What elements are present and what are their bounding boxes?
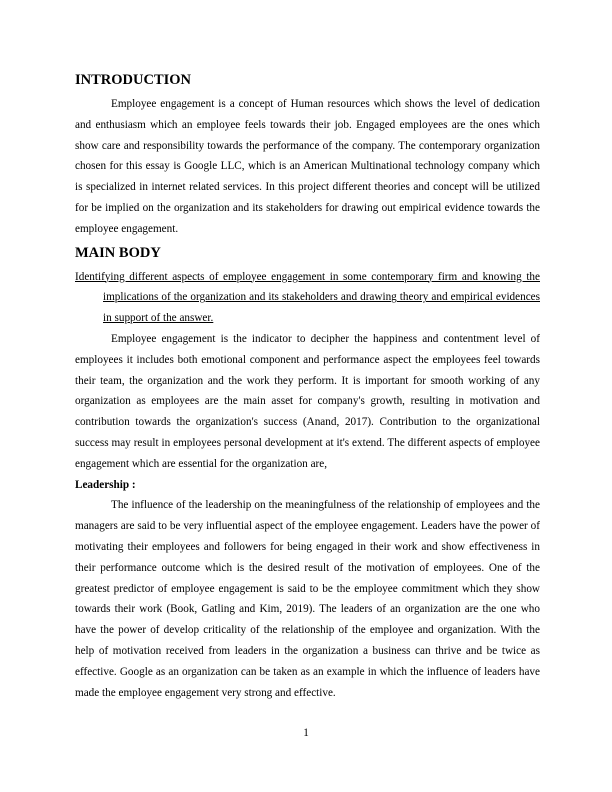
main-body-heading: MAIN BODY bbox=[75, 244, 161, 261]
page-content bbox=[75, 70, 540, 703]
main-body-paragraph: Employee engagement is the indicator to decipher the happiness and contentment level of employees it includes both emotional component and performance aspect the employees feel towards their team, the organization and the work they perform. It is important for smooth working of any organization as employees are the main asset for company's growth, resulting in motivation and contribution towards the organization's success (Anand, 2017). Contribution to the organizational success may result in employees personal development at it's extend. The different aspects of employee engagement which are essential for the organization are, bbox=[75, 332, 540, 470]
leadership-heading: Leadership : bbox=[75, 478, 136, 491]
section-subheading: Identifying different aspects of employee engagement in some contemporary firm and knowing the implications of the organization and its stakeholders and drawing theory and empirical evidences in support of the answer. bbox=[75, 270, 540, 325]
page-number: 1 bbox=[303, 727, 309, 739]
introduction-heading: INTRODUCTION bbox=[75, 72, 192, 88]
introduction-paragraph: Employee engagement is a concept of Human resources which shows the level of dedication and enthusiasm which an employee feels towards their job. Engaged employees are the ones which show care and responsibility towards the performance of the company. The contemporary organization chosen for this essay is Google LLC, which is an American Multinational technology company which is specialized in internet related services. In this project different theories and concept will be utilized for be implied on the organization and its stakeholders for drawing out empirical evidence towards the employee engagement. bbox=[75, 98, 540, 235]
leadership-paragraph: The influence of the leadership on the meaningfulness of the relationship of employees and the managers are said to be very influential aspect of the employee engagement. Leaders have the power of motivating their employees and followers for being engaged in their work and show effectiveness in their performance outcome which is the desired result of the motivation of employees. One of the greatest predictor of employee engagement is said to be the employee commitment which they show towards their work (Book, Gatling and Kim, 2019). The leaders of an organization are the one who have the power of develop criticality of the relationship of the employee and organization. With the help of motivation received from leaders in the organization a business can thrive and be twice as effective. Google as an organization can be taken as an example in which the influence of leaders have made the employee engagement very strong and effective. bbox=[75, 499, 540, 699]
